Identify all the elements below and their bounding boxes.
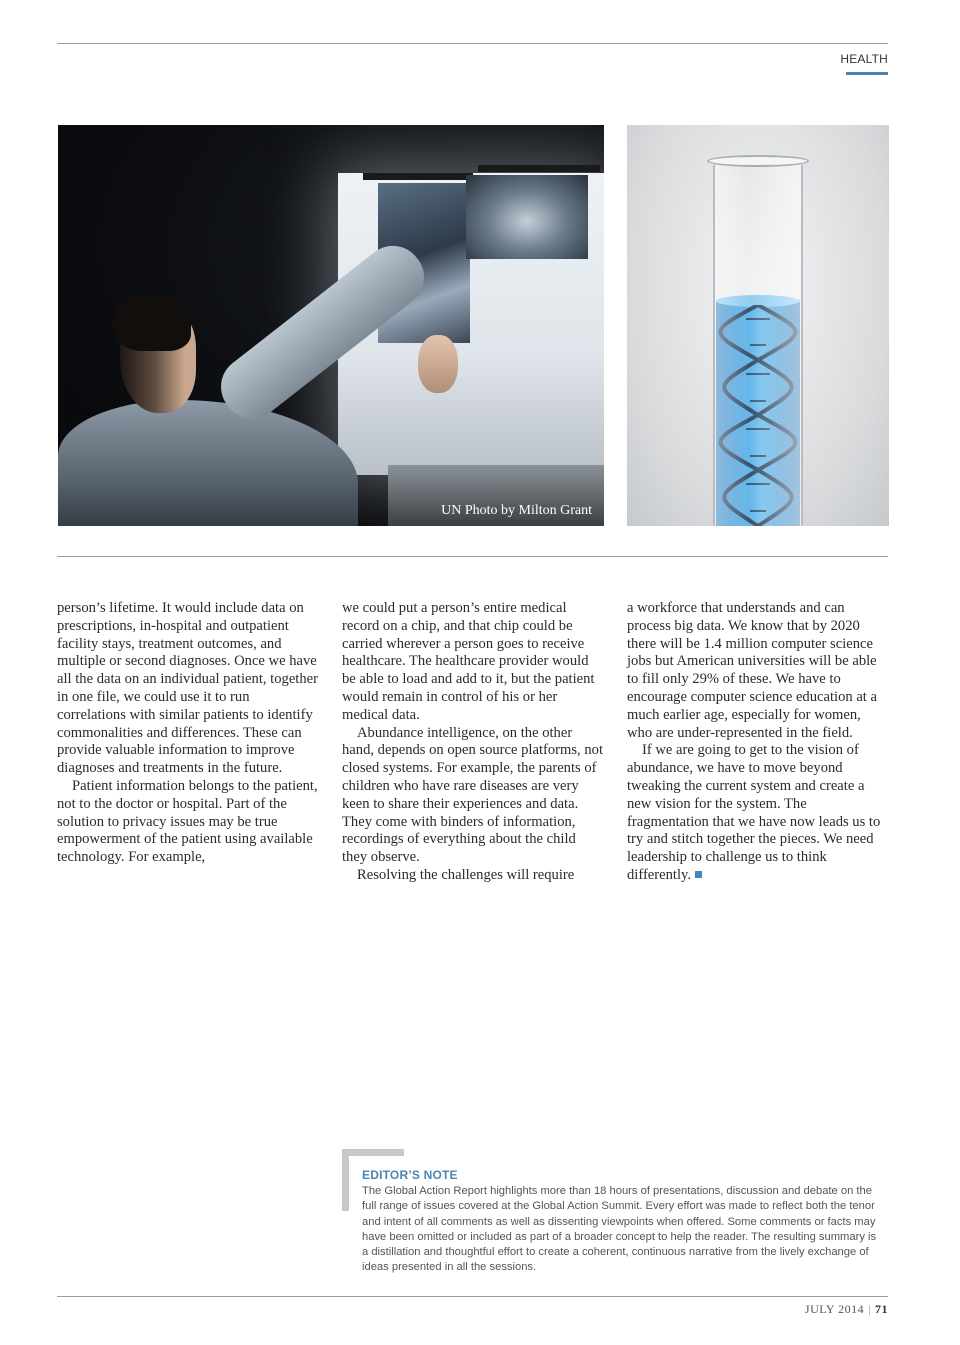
test-tube-rim	[707, 155, 809, 167]
top-rule	[57, 43, 888, 44]
middle-rule	[57, 556, 888, 557]
section-label: HEALTH	[840, 52, 888, 66]
test-tube	[713, 165, 803, 526]
person-hair	[113, 293, 191, 351]
page-footer	[805, 1302, 888, 1317]
xray-photo	[58, 125, 604, 526]
xray-film-dental	[466, 175, 588, 259]
paragraph: we could put a person’s entire medical record on a chip, and that chip could be carried wherever a person goes to receive healthcare. The healthcare provider would be able to load and add to it, but the patient would remain in control of his or her medical data.	[342, 600, 595, 723]
paragraph: Resolving the challenges will require	[357, 866, 575, 883]
text-column-3	[627, 600, 889, 885]
note-bracket	[342, 1149, 404, 1156]
film-clip	[478, 165, 600, 172]
note-bracket	[342, 1149, 349, 1211]
film-clip	[363, 173, 473, 180]
editors-note-title: EDITOR’S NOTE	[362, 1168, 458, 1182]
bottom-rule	[57, 1296, 888, 1297]
editors-note-body: The Global Action Report highlights more than 18 hours of presentations, discussion and debate on the full range of issues covered at the Global Action Summit. Every effort was made to reflect both the tenor and intent of all comments as well as dissenting viewpoints when offered. Some comments or facts may have been omitted or included as part of a broader concept to help the reader. The resulting summary is a distillation and thoughtful effort to create a coherent, continuous narrative from the lively exchange of ideas presented in all the sessions.	[362, 1185, 877, 1274]
page-number: 71	[875, 1302, 888, 1316]
paragraph	[627, 742, 889, 884]
end-mark-icon	[695, 871, 702, 878]
photo-credit: UN Photo by Milton Grant	[441, 503, 592, 518]
text-column-1	[57, 600, 319, 867]
text-column-2	[342, 600, 604, 885]
paragraph: a workforce that understands and can process big data. We know that by 2020 there will be 1.4 million computer science jobs but American universities will be able to fill only 29% of these. We have to encourage computer science education at a much earlier age, especially for women, who are under-represented in the field.	[627, 600, 877, 741]
paragraph: Patient information belongs to the patient, not to the doctor or hospital. Part of the solution to privacy issues may be true empowerment of the patient using available technology. For example,	[57, 777, 318, 866]
issue-date: JULY 2014	[804, 1302, 865, 1316]
paragraph: person’s lifetime. It would include data on prescriptions, in-hospital and outpatient facility stays, treatment outcomes, and multiple or second diagnoses. Once we have all the data on an individual patient, together in one file, we could use it to run correlations with similar patients to identify commonalities and differences. These can provide valuable information to improve diagnoses and treatments in the future.	[57, 600, 318, 777]
paragraph: Abundance intelligence, on the other hand, depends on open source platforms, not closed systems. For example, the parents of children who have rare diseases are very keen to share their experiences and data. They come with binders of information, recordings of everything about the child they observe.	[342, 724, 604, 866]
paragraph-text: If we are going to get to the vision of abundance, we have to move beyond tweaking the current system and create a new vision for the system. The fragmentation that we have now leads us to try and stitch together the pieces. We need leadership to challenge us to think differently.	[627, 742, 881, 883]
footer-separator: |	[868, 1302, 871, 1316]
person-body	[58, 400, 358, 526]
section-underline	[846, 72, 888, 75]
test-tube-photo	[627, 125, 889, 526]
person-hand	[418, 335, 458, 393]
